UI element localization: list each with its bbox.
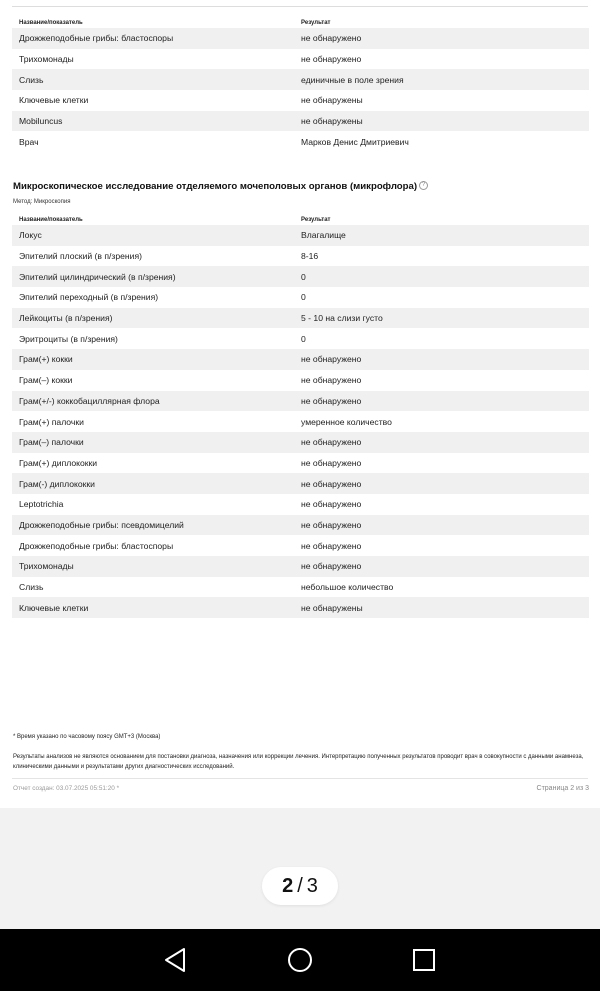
recents-square-icon bbox=[412, 948, 436, 972]
row-name: Лейкоциты (в п/зрения) bbox=[19, 313, 113, 324]
row-name: Эпителий цилиндрический (в п/зрения) bbox=[19, 271, 176, 282]
row-name: Слизь bbox=[19, 74, 44, 85]
table-row bbox=[12, 49, 589, 70]
header-result: Результат bbox=[301, 217, 331, 223]
row-name: Грам(–) кокки bbox=[19, 375, 73, 386]
row-result: не обнаружены bbox=[301, 95, 363, 106]
row-result: единичные в поле зрения bbox=[301, 74, 404, 85]
row-result: 0 bbox=[301, 333, 306, 344]
row-result: не обнаружено bbox=[301, 354, 362, 365]
table-row bbox=[12, 515, 589, 536]
table-row bbox=[12, 246, 589, 267]
table-row bbox=[12, 432, 589, 453]
row-name: Ключевые клетки bbox=[19, 95, 89, 106]
table-row bbox=[12, 328, 589, 349]
home-circle-icon bbox=[287, 947, 313, 973]
row-name: Mobiluncus bbox=[19, 116, 63, 127]
row-result: Влагалище bbox=[301, 230, 346, 241]
row-result: не обнаружено bbox=[301, 395, 362, 406]
page-separator: / bbox=[297, 874, 303, 897]
row-name: Грам(+) палочки bbox=[19, 416, 84, 427]
row-result: не обнаружено bbox=[301, 499, 362, 510]
page-number-label: Страница 2 из 3 bbox=[536, 785, 589, 792]
row-result: не обнаружено bbox=[301, 457, 362, 468]
results-table-2 bbox=[12, 214, 589, 618]
row-name: Врач bbox=[19, 136, 39, 147]
table-row bbox=[12, 370, 589, 391]
section-title-text: Микроскопическое исследование отделяемого мочеполовых органов (микрофлора) bbox=[13, 181, 418, 192]
row-name: Грам(+/-) коккобациллярная флора bbox=[19, 395, 160, 406]
row-result: не обнаружено bbox=[301, 561, 362, 572]
table-row bbox=[12, 597, 589, 618]
row-result: небольшое количество bbox=[301, 582, 394, 593]
row-name: Трихомонады bbox=[19, 561, 74, 572]
table-row bbox=[12, 411, 589, 432]
row-result: не обнаружено bbox=[301, 375, 362, 386]
row-name: Грам(+) диплококки bbox=[19, 457, 98, 468]
disclaimer: Результаты анализов не являются основанием для постановки диагноза, назначения или коррекции лечения. Интерпретацию полученных результатов проводит врач в совокупности с данными анамнеза, клиническими данными и результатами других диагностических исследований. bbox=[13, 754, 584, 770]
row-result: не обнаружены bbox=[301, 116, 363, 127]
home-button[interactable] bbox=[283, 943, 317, 977]
row-result: не обнаружено bbox=[301, 33, 362, 44]
row-name: Грам(-) диплококки bbox=[19, 478, 95, 489]
section-title bbox=[13, 181, 428, 192]
divider bbox=[12, 778, 588, 779]
row-result: 0 bbox=[301, 292, 306, 303]
row-name: Дрожжеподобные грибы: псевдомицелий bbox=[19, 519, 184, 530]
row-result: 0 bbox=[301, 271, 306, 282]
table-row bbox=[12, 577, 589, 598]
table-row bbox=[12, 494, 589, 515]
table-row bbox=[12, 28, 589, 49]
table-row bbox=[12, 287, 589, 308]
total-pages: 3 bbox=[306, 874, 318, 897]
back-button[interactable] bbox=[158, 943, 192, 977]
row-result: не обнаружено bbox=[301, 478, 362, 489]
row-name: Ключевые клетки bbox=[19, 602, 89, 613]
table-row bbox=[12, 556, 589, 577]
table-row bbox=[12, 308, 589, 329]
row-name: Локус bbox=[19, 230, 42, 241]
row-name: Эпителий плоский (в п/зрения) bbox=[19, 251, 142, 262]
table-header bbox=[12, 17, 589, 28]
page-indicator[interactable] bbox=[262, 867, 338, 905]
timezone-note: * Время указано по часовому поясу GMT+3 (Москва) bbox=[13, 734, 161, 740]
table-row bbox=[12, 111, 589, 132]
row-result: 8-16 bbox=[301, 251, 319, 262]
table-row bbox=[12, 90, 589, 111]
row-name: Грам(–) палочки bbox=[19, 437, 84, 448]
table-row bbox=[12, 266, 589, 287]
row-name: Leptotrichia bbox=[19, 499, 64, 510]
row-result: не обнаружено bbox=[301, 54, 362, 65]
back-triangle-icon bbox=[163, 947, 187, 973]
table-row bbox=[12, 225, 589, 246]
question-circle-icon[interactable]: ? bbox=[419, 181, 428, 190]
header-name: Название/показатель bbox=[19, 20, 83, 26]
row-name: Эпителий переходный (в п/зрения) bbox=[19, 292, 159, 303]
row-result: умеренное количество bbox=[301, 416, 392, 427]
row-result: не обнаружены bbox=[301, 602, 363, 613]
results-table-1 bbox=[12, 17, 589, 152]
row-name: Трихомонады bbox=[19, 54, 74, 65]
method-label: Метод: Микроскопия bbox=[13, 199, 71, 205]
row-result: не обнаружено bbox=[301, 437, 362, 448]
table-row bbox=[12, 535, 589, 556]
recents-button[interactable] bbox=[407, 943, 441, 977]
table-row bbox=[12, 453, 589, 474]
header-name: Название/показатель bbox=[19, 217, 83, 223]
table-row bbox=[12, 473, 589, 494]
row-name: Дрожжеподобные грибы: бластоспоры bbox=[19, 540, 174, 551]
row-result: Марков Денис Дмитриевич bbox=[301, 136, 409, 147]
table-row bbox=[12, 391, 589, 412]
row-name: Дрожжеподобные грибы: бластоспоры bbox=[19, 33, 174, 44]
row-result: не обнаружено bbox=[301, 519, 362, 530]
row-name: Слизь bbox=[19, 582, 44, 593]
table-header bbox=[12, 214, 589, 225]
row-result: не обнаружено bbox=[301, 540, 362, 551]
row-name: Эритроциты (в п/зрения) bbox=[19, 333, 118, 344]
row-result: 5 - 10 на слизи густо bbox=[301, 313, 383, 324]
header-result: Результат bbox=[301, 20, 331, 26]
row-name: Грам(+) кокки bbox=[19, 354, 73, 365]
table-row bbox=[12, 131, 589, 152]
table-row bbox=[12, 349, 589, 370]
table-row bbox=[12, 69, 589, 90]
created-timestamp: Отчет создан: 03.07.2025 05:51:20 * bbox=[13, 785, 120, 792]
divider bbox=[12, 6, 588, 7]
android-nav-bar bbox=[0, 929, 600, 991]
current-page: 2 bbox=[282, 874, 294, 897]
